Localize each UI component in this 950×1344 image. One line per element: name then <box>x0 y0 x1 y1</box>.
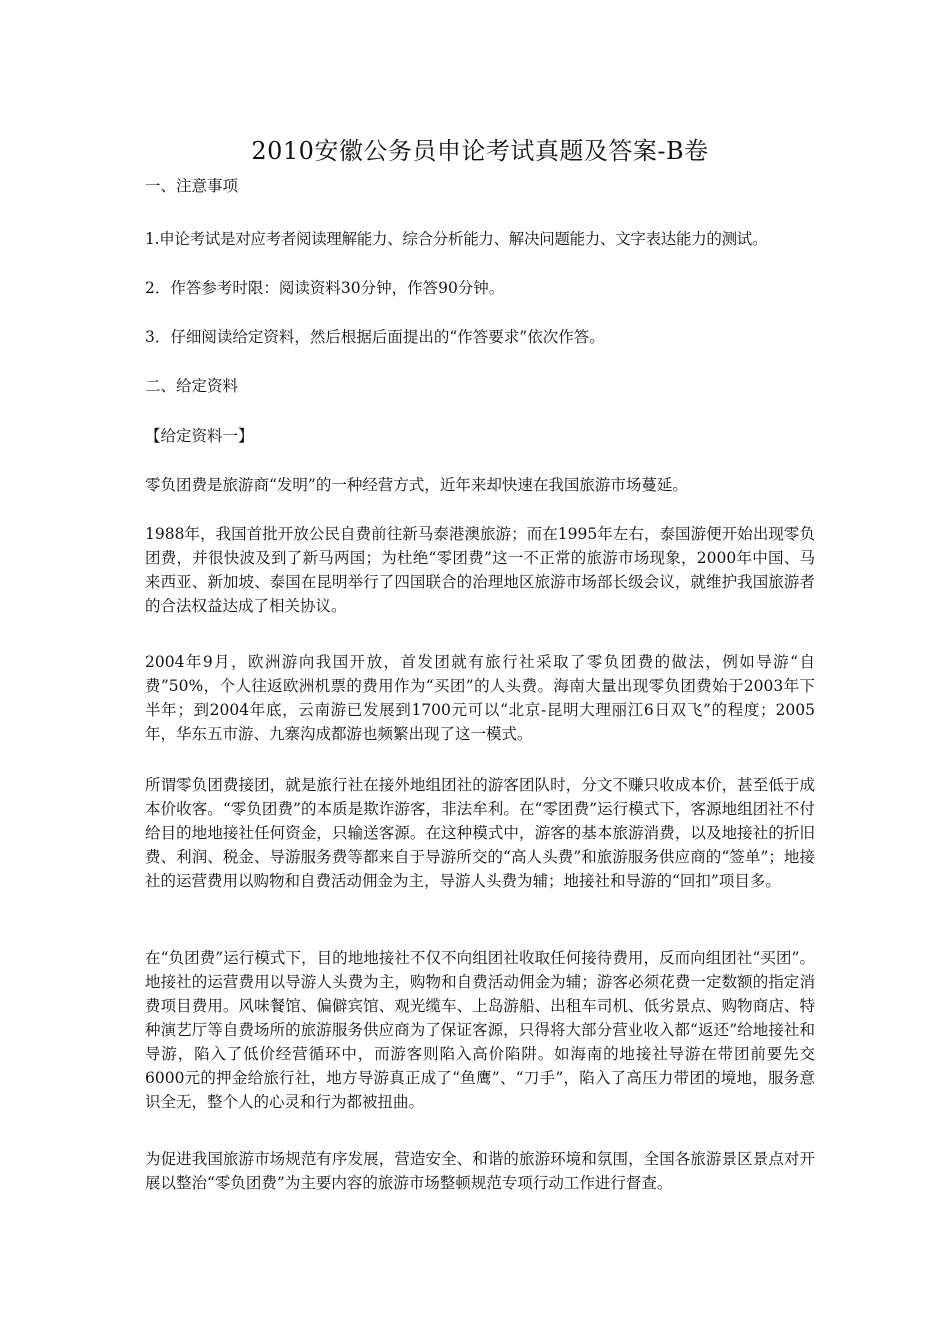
note-item-2: 2．作答参考时限：阅读资料30分钟，作答90分钟。 <box>145 279 505 297</box>
note-item-1: 1.申论考试是对应考者阅读理解能力、综合分析能力、解决问题能力、文字表达能力的测试。 <box>145 230 768 248</box>
section-heading-notes: 一、注意事项 <box>145 177 239 195</box>
paragraph-regulation: 为促进我国旅游市场规范有序发展，营造安全、和谐的旅游环境和氛围，全国各旅游景区景点对开展以整治“零负团费”为主要内容的旅游市场整顿规范专项行动工作进行督查。 <box>145 1150 815 1192</box>
material-heading: 【给定资料一】 <box>145 427 254 445</box>
paragraph-negative-fee: 在“负团费”运行模式下，目的地地接社不仅不向组团社收取任何接待费用，反而向组团社“买团”。地接社的运营费用以导游人头费为主，购物和自费活动佣金为辅；游客必须花费一定数额的指定消费项目费用。风味餐馆、偏僻宾馆、观光缆车、上岛游船、出租车司机、低劣景点、购物商店、特种演艺厅等自费场所的旅游服务供应商为了保证客源，只得将大部分营业收入都“返还”给地接社和导游，陷入了低价经营循环中，而游客则陷入高价陷阱。如海南的地接社导游在带团前要先交6000元的押金给旅行社，地方导游真正成了“鱼鹰”、“刀手”，陷入了高压力带团的境地，服务意识全无，整个人的心灵和行为都被扭曲。 <box>145 949 815 1111</box>
paragraph-definition: 所谓零负团费接团，就是旅行社在接外地组团社的游客团队时，分文不赚只收成本价，甚至低于成本价收客。“零负团费”的本质是欺诈游客，非法牟利。在“零团费”运行模式下，客源地组团社不付给目的地地接社任何资金，只输送客源。在这种模式中，游客的基本旅游消费，以及地接社的折旧费、利润、税金、导游服务费等都来自于导游所交的“高人头费”和旅游服务供应商的“签单”；地接社的运营费用以购物和自费活动佣金为主，导游人头费为辅；地接社和导游的“回扣”项目多。 <box>145 776 815 890</box>
paragraph-intro: 零负团费是旅游商“发明”的一种经营方式，近年来却快速在我国旅游市场蔓延。 <box>145 476 688 494</box>
document-title: 2010安徽公务员申论考试真题及答案-B卷 <box>251 137 709 165</box>
section-heading-materials: 二、给定资料 <box>145 377 239 395</box>
paragraph-history: 1988年，我国首批开放公民自费前往新马泰港澳旅游；而在1995年左右，泰国游便开始出现零负团费，并很快波及到了新马两国；为杜绝“零团费”这一不正常的旅游市场现象，2000年中国、马来西亚、新加坡、泰国在昆明举行了四国联合的治理地区旅游市场部长级会议，就维护我国旅游者的合法权益达成了相关协议。 <box>145 525 815 615</box>
note-item-3: 3．仔细阅读给定资料，然后根据后面提出的“作答要求”依次作答。 <box>145 328 605 346</box>
paragraph-europe: 2004年9月，欧洲游向我国开放，首发团就有旅行社采取了零负团费的做法，例如导游“自费”50%，个人往返欧洲机票的费用作为“买团”的人头费。海南大量出现零负团费始于2003年下半年；到2004年底，云南游已发展到1700元可以“北京-昆明大理丽江6日双飞”的程度；2005年，华东五市游、九寨沟成都游也频繁出现了这一模式。 <box>145 653 815 743</box>
